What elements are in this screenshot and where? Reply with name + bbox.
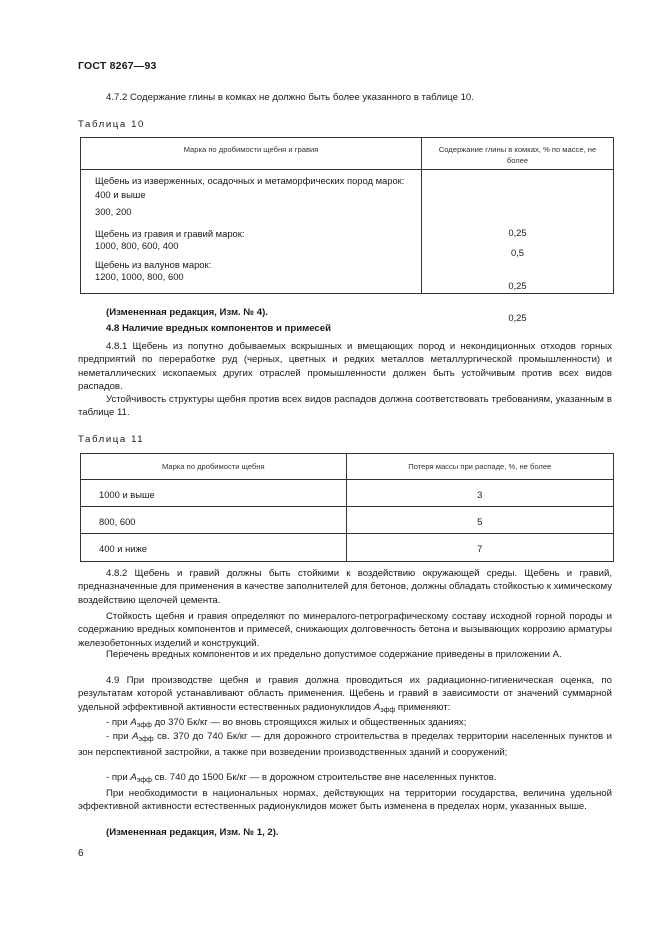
- table-10-body-labels: [81, 170, 422, 294]
- edit-note-amendment-1-2: (Измененная редакция, Изм. № 1, 2).: [106, 827, 279, 838]
- table-10-row-label: 400 и выше: [95, 189, 146, 201]
- paragraph-4-9-text: 4.9 При производстве щебня и гравия должна проводиться их радиационно-гигиеническая оценка, по результатам которой устанавливают область применения. Щебень и гравий в зависимости от значений суммарной удельной эффективной активности естественных радионуклидов: [78, 675, 612, 713]
- table-11-row-value: 3: [477, 489, 483, 500]
- table-11-row-label: 800, 600: [99, 516, 136, 527]
- paragraph-harmful-list: Перечень вредных компонентов и их предельно допустимое содержание приведены в приложении А.: [106, 649, 562, 660]
- bullet-prefix: - при: [106, 717, 131, 728]
- table-10-row-label: 1200, 1000, 800, 600: [95, 271, 184, 283]
- table-10-col1-header: Марка по дробимости щебня и гравия: [183, 145, 319, 154]
- list-item: [78, 771, 612, 787]
- table-11: [80, 453, 614, 562]
- table-10-body-values: [421, 170, 613, 323]
- table-11-row-value: 7: [477, 543, 483, 554]
- table-row-value-cell: [346, 507, 613, 534]
- bullet-prefix: - при: [106, 731, 133, 742]
- bullet-text: до 370 Бк/кг — во вновь строящихся жилых и общественных зданиях;: [151, 717, 467, 728]
- paragraph-national-norms: При необходимости в национальных нормах, действующих на территории государства, величина удельной эффективной активности естественных радионуклидов может быть изменена в пределах норм, указанных выше.: [78, 788, 612, 813]
- table-11-header-cell-1: [81, 454, 347, 480]
- table-11-caption: Таблица 11: [78, 434, 145, 445]
- activity-symbol: A: [130, 772, 137, 783]
- table-10-row-value: 0,25: [508, 312, 527, 323]
- activity-symbol: A: [130, 717, 137, 728]
- activity-subscript: эфф: [380, 706, 396, 714]
- activity-symbol: A: [373, 701, 381, 713]
- activity-subscript: эфф: [136, 722, 152, 729]
- table-10-group-1: Щебень из изверженных, осадочных и метаморфических пород марок:: [95, 175, 405, 186]
- table-row-value-cell: [346, 480, 613, 507]
- table-row: [81, 534, 347, 562]
- paragraph-4-8-1: 4.8.1 Щебень из попутно добываемых вскрышных и вмещающих пород и некондиционных отходов горных предприятий по переработке руд (черных, цветных и редких металлов металлургической промышленности) и неметаллических ископаемых других отраслей промышленности должен быть устойчивым против всех видов распадов.: [78, 341, 612, 393]
- table-10-group-3-title: Щебень из валунов марок:: [95, 259, 212, 271]
- activity-subscript: эфф: [136, 777, 152, 784]
- table-10-row-value: 0,25: [508, 227, 527, 238]
- table-10-caption: Таблица 10: [78, 119, 145, 130]
- table-10-row-label: 300, 200: [95, 206, 132, 218]
- table-11-header-cell-2: [346, 454, 613, 480]
- list-item: [78, 730, 612, 760]
- page-number: 6: [78, 848, 84, 859]
- paragraph-stability: Устойчивость структуры щебня против всех видов распадов должна соответствовать требованиям, указанным в таблице 11.: [78, 394, 612, 419]
- table-11-row-label: 1000 и выше: [99, 489, 155, 500]
- paragraph-4-8-2: 4.8.2 Щебень и гравий должны быть стойкими к воздействию окружающей среды. Щебень и гравий, предназначенные для применения в качестве заполнителей для бетонов, должны обладать стойкостью к химическому воздействию щелочей цемента.: [78, 568, 612, 606]
- table-10-group-2-title: Щебень из гравия и гравий марок:: [95, 227, 245, 239]
- table-11-col1-header: Марка по дробимости щебня: [161, 462, 265, 471]
- document-code-header: ГОСТ 8267—93: [78, 60, 157, 72]
- table-10-row-value: 0,5: [510, 247, 525, 258]
- paragraph-4-9-tail: применяют:: [395, 701, 451, 713]
- edit-note-amendment-4: (Измененная редакция, Изм. № 4).: [106, 307, 268, 318]
- table-10-header-cell-2: [421, 138, 613, 170]
- table-10-col2-header: Содержание глины в комках, % по массе, не более: [438, 145, 597, 165]
- activity-symbol: A: [132, 731, 139, 742]
- table-11-col2-header: Потеря массы при распаде, %, не более: [408, 462, 552, 471]
- bullet-text: св. 370 до 740 Бк/кг — для дорожного строительства в пределах территории населенных пунктов и зон перспективной застройки, а также при возведении производственных зданий и сооружений;: [78, 731, 613, 759]
- table-10-row-value: 0,25: [508, 280, 527, 291]
- table-row: [81, 480, 347, 507]
- bullet-text: св. 740 до 1500 Бк/кг — в дорожном строительстве вне населенных пунктов.: [151, 772, 497, 783]
- section-4-8-heading: 4.8 Наличие вредных компонентов и примесей: [106, 323, 331, 334]
- bullet-prefix: - при: [106, 772, 131, 783]
- paragraph-4-7-2: 4.7.2 Содержание глины в комках не должно быть более указанного в таблице 10.: [106, 92, 474, 103]
- table-11-row-value: 5: [477, 516, 483, 527]
- table-row-value-cell: [346, 534, 613, 562]
- table-11-row-label: 400 и ниже: [99, 543, 147, 554]
- activity-subscript: эфф: [138, 736, 154, 743]
- table-row: [81, 507, 347, 534]
- table-10-header-cell-1: [81, 138, 422, 170]
- paragraph-resistance: Стойкость щебня и гравия определяют по минералого-петрографическому составу исходной горной породы и содержанию вредных компонентов и примесей, снижающих долговечность бетона и вызывающих коррозию арматуры железобетонных изделий и конструкций.: [78, 611, 612, 649]
- table-10-row-label: 1000, 800, 600, 400: [95, 239, 179, 251]
- paragraph-4-9: [78, 674, 612, 717]
